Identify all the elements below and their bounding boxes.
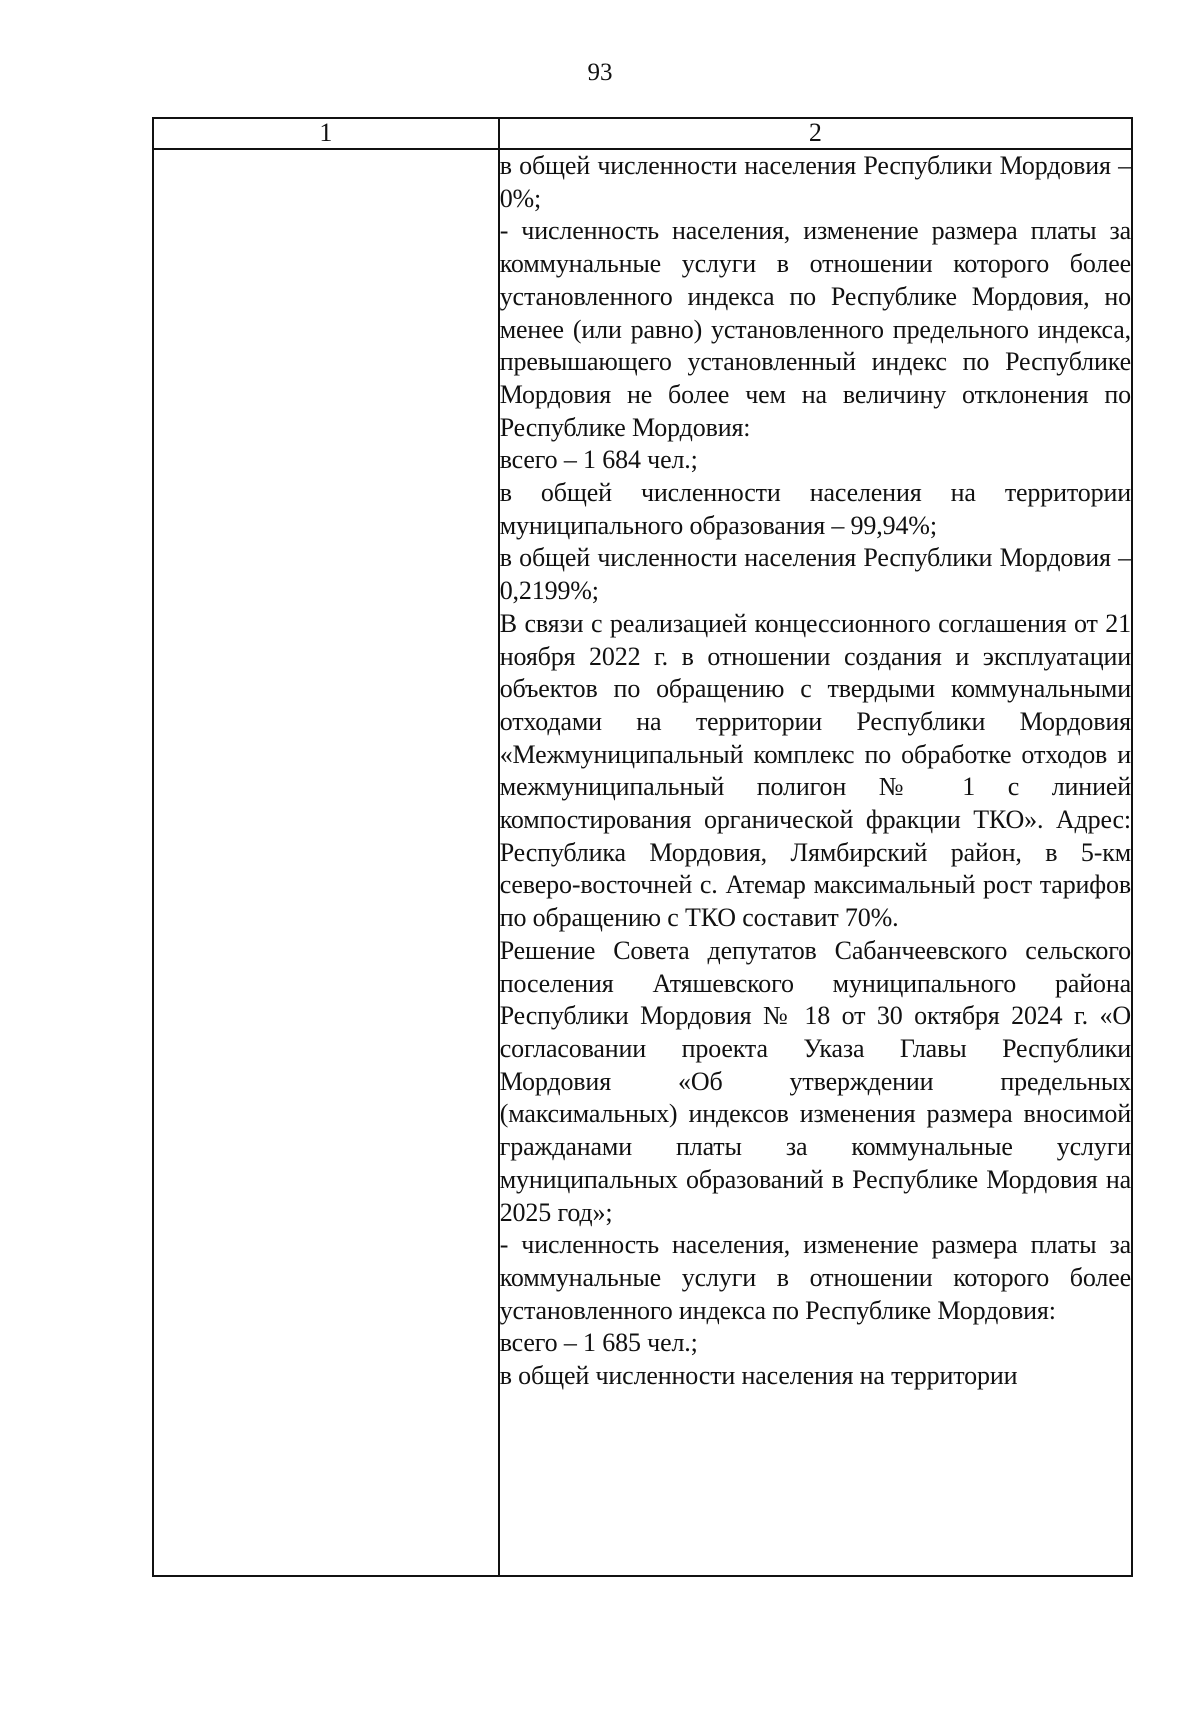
document-table bbox=[152, 117, 1133, 1577]
column-header-2: 2 bbox=[499, 118, 1132, 149]
table-header-row bbox=[153, 118, 1132, 149]
paragraph-share-municipality: в общей численности населения на территории муниципального образования – 99,94%; bbox=[499, 478, 1131, 540]
paragraph-share-territory-continued: в общей численности населения на территории bbox=[499, 1361, 1018, 1391]
paragraph-population-share-rm-0: в общей численности населения Республики Мордовия – 0%; bbox=[499, 151, 1131, 213]
paragraph-council-decision: Решение Совета депутатов Сабанчеевского сельского поселения Атяшевского муниципального района Республики Мордовия № 18 от 30 октября 2024 г. «О согласовании проекта Указа Главы Республики Мордовия «Об утверждении предельных (максимальных) индексов изменения размера вносимой гражданами платы за коммунальные услуги муниципальных образований в Республике Мордовия на 2025 год»; bbox=[499, 935, 1131, 1227]
column-2-cell bbox=[499, 149, 1132, 1576]
page-number: 93 bbox=[587, 59, 613, 86]
paragraph-total-1684: всего – 1 684 чел.; bbox=[499, 445, 698, 475]
column-header-1: 1 bbox=[153, 118, 499, 149]
paragraph-share-rm-02199: в общей численности населения Республики Мордовия – 0,2199%; bbox=[499, 543, 1131, 606]
paragraph-population-above-index: - численность населения, изменение размера платы за коммунальные услуги в отношении которого более установленного индекса по Республике Мордовия: bbox=[499, 1230, 1131, 1325]
table-row bbox=[153, 149, 1132, 1576]
paragraph-concession-agreement: В связи с реализацией концессионного соглашения от 21 ноября 2022 г. в отношении создания и эксплуатации объектов по обращению с твердыми коммунальными отходами на территории Республики Мордовия «Межмуниципальный комплекс по обработке отходов и межмуниципальный полигон № 1 с линией компостирования органической фракции ТКО». Адрес: Республика Мордовия, Лямбирский район, в 5-км северо-восточней с. Атемар максимальный рост тарифов по обращению с ТКО составит 70%. bbox=[499, 608, 1131, 933]
paragraph-population-within-limit: - численность населения, изменение размера платы за коммунальные услуги в отношении которого более установленного индекса по Республике Мордовия, но менее (или равно) установленного предельного индекса, превышающего установленный индекс по Республике Мордовия не более чем на величину отклонения по Республике Мордовия: bbox=[499, 216, 1131, 442]
paragraph-total-1685: всего – 1 685 чел.; bbox=[499, 1328, 698, 1358]
column-1-cell bbox=[153, 149, 499, 1576]
